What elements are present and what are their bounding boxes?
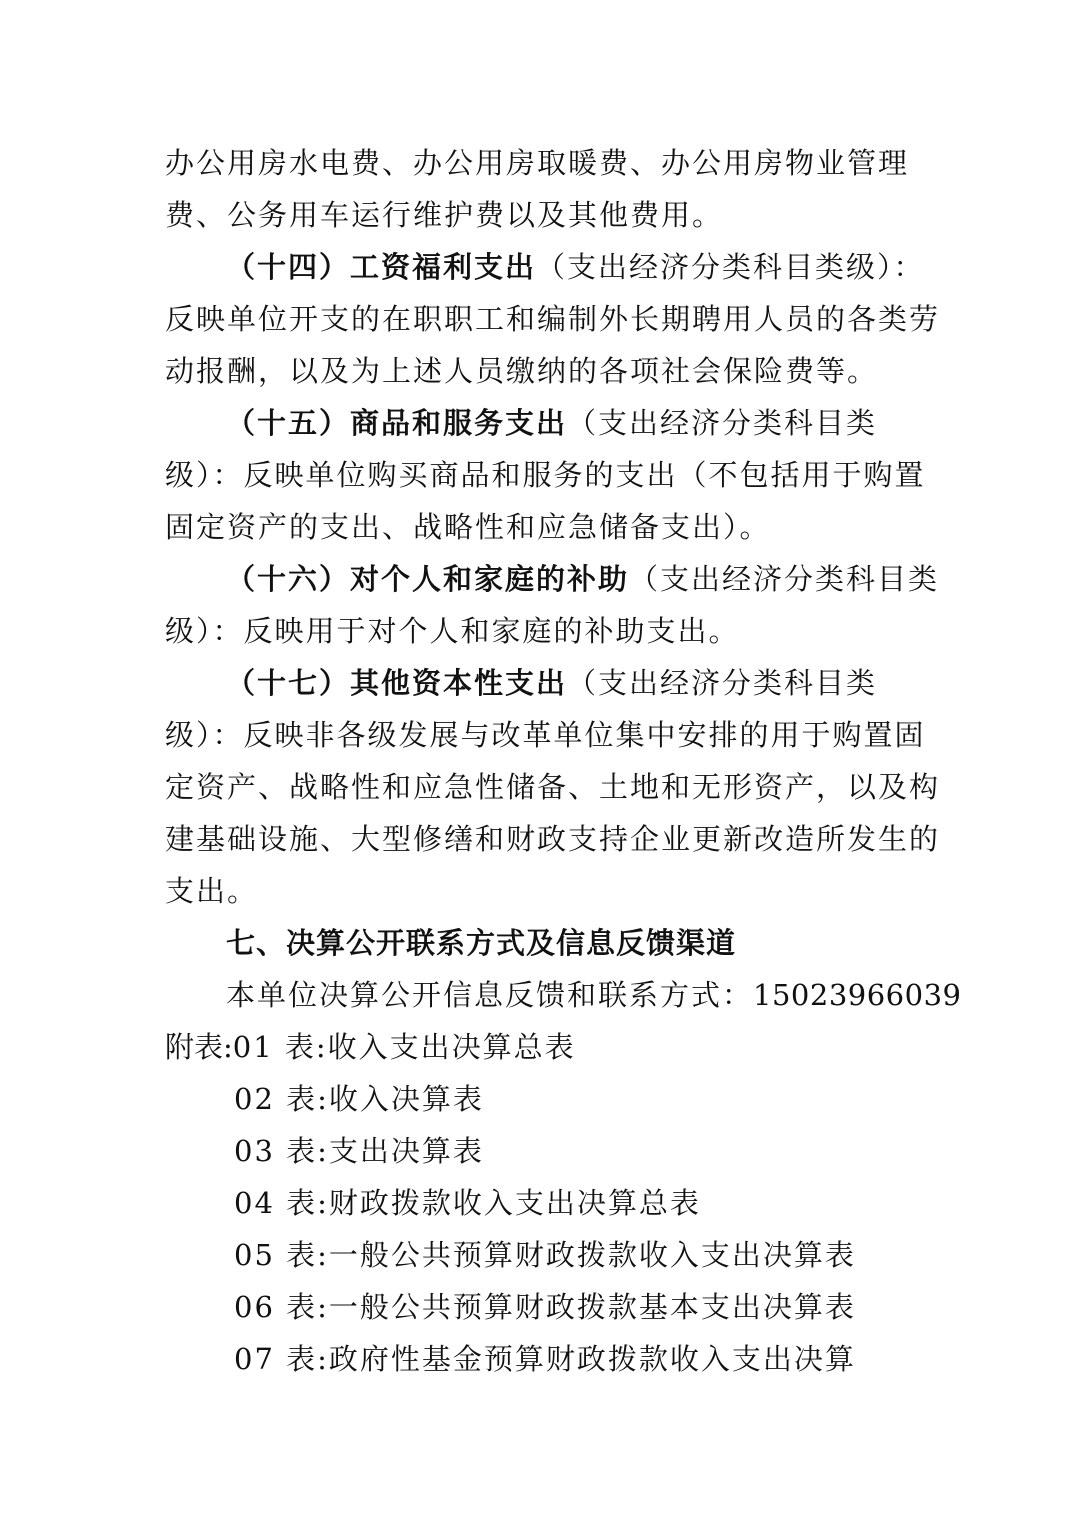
item-14-category: （支出经济分类科目类级）： <box>536 250 925 284</box>
item-17-category: （支出经济分类科目类 <box>567 666 878 700</box>
appendix-item: 04 表:财政拨款收入支出决算总表 <box>234 1186 701 1220</box>
item-17-line-4: 建基础设施、大型修缮和财政支持企业更新改造所发生的 <box>165 822 941 856</box>
item-17-line-5: 支出。 <box>165 874 259 908</box>
item-15-line-1 <box>226 403 877 443</box>
item-15-line-2: 级）：反映单位购买商品和服务的支出（不包括用于购置 <box>165 458 926 492</box>
item-17-title: （十七）其他资本性支出 <box>226 666 568 700</box>
item-14-line-3: 动报酬，以及为上述人员缴纳的各项社会保险费等。 <box>165 354 879 388</box>
item-17-line-2: 级）：反映非各级发展与改革单位集中安排的用于购置固 <box>165 718 926 752</box>
item-14-title: （十四）工资福利支出 <box>226 250 537 284</box>
section-7-heading: 七、决算公开联系方式及信息反馈渠道 <box>226 926 737 960</box>
item-17-line-3: 定资产、战略性和应急性储备、土地和无形资产，以及构 <box>165 770 941 804</box>
appendix-item: 01 表:收入支出决算总表 <box>232 1030 576 1064</box>
item-15-category: （支出经济分类科目类 <box>567 406 878 440</box>
contact-line <box>226 975 961 1015</box>
item-15-title: （十五）商品和服务支出 <box>226 406 568 440</box>
office-expense-line-1: 办公用房水电费、办公用房取暖费、办公用房物业管理 <box>165 146 910 180</box>
appendix-item: 05 表:一般公共预算财政拨款收入支出决算表 <box>234 1238 856 1272</box>
item-16-category: （支出经济分类科目类 <box>629 562 940 596</box>
appendix-line-1 <box>165 1027 576 1067</box>
contact-phone: 15023966039 <box>753 978 962 1012</box>
contact-label: 本单位决算公开信息反馈和联系方式： <box>226 978 754 1012</box>
appendix-item: 07 表:政府性基金预算财政拨款收入支出决算 <box>234 1342 856 1376</box>
item-16-line-1 <box>226 559 939 599</box>
item-17-line-1 <box>226 663 877 703</box>
item-14-line-1 <box>226 247 925 287</box>
item-16-line-2: 级）：反映用于对个人和家庭的补助支出。 <box>165 614 740 648</box>
office-expense-line-2: 费、公务用车运行维护费以及其他费用。 <box>165 198 724 232</box>
appendix-item: 02 表:收入决算表 <box>234 1082 484 1116</box>
item-16-title: （十六）对个人和家庭的补助 <box>226 562 630 596</box>
appendix-prefix: 附表: <box>165 1030 233 1064</box>
item-15-line-3: 固定资产的支出、战略性和应急储备支出）。 <box>165 510 771 544</box>
appendix-item: 03 表:支出决算表 <box>234 1134 484 1168</box>
item-14-line-2: 反映单位开支的在职职工和编制外长期聘用人员的各类劳 <box>165 302 941 336</box>
appendix-item: 06 表:一般公共预算财政拨款基本支出决算表 <box>234 1290 856 1324</box>
